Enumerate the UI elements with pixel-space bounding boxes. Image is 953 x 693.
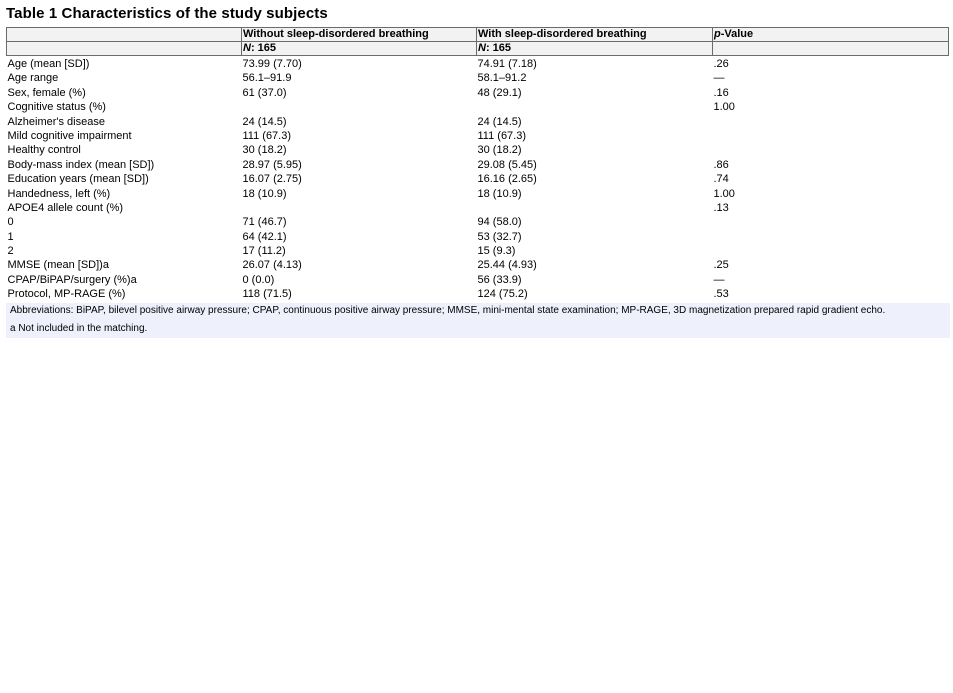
p-value (713, 230, 949, 244)
table-row (7, 273, 949, 287)
p-value (713, 215, 949, 229)
row-label: Age (mean [SD]) (7, 58, 90, 70)
row-label: 2 (7, 245, 14, 258)
with-sdb-value: 24 (14.5) (477, 115, 522, 128)
row-label: Handedness, left (%) (7, 187, 111, 200)
header-n-pvalue-blank (713, 42, 949, 56)
without-sdb-value: 118 (71.5) (242, 288, 292, 301)
n-italic: N (243, 42, 251, 54)
with-sdb-value: 53 (32.7) (477, 230, 522, 243)
with-sdb-value: 56 (33.9) (477, 273, 522, 286)
without-sdb-value: 16.07 (2.75) (242, 173, 302, 186)
header-row-groups (7, 28, 949, 42)
table-row (7, 158, 949, 172)
p-italic: p (714, 28, 721, 40)
p-value: .25 (713, 259, 729, 272)
row-label: Mild cognitive impairment (7, 129, 132, 142)
with-sdb-value: 16.16 (2.65) (477, 173, 537, 186)
without-sdb-value: 73.99 (7.70) (242, 58, 302, 70)
table-row (7, 258, 949, 272)
n-without-value: : 165 (250, 42, 277, 54)
header-p-value (713, 28, 949, 42)
without-sdb-value: 18 (10.9) (242, 187, 287, 200)
row-label: 0 (7, 216, 14, 229)
header-n-with (477, 42, 713, 56)
without-sdb-value (242, 201, 477, 215)
p-value: .26 (713, 58, 729, 70)
table-row (7, 56, 949, 72)
n-with-value: : 165 (485, 42, 512, 54)
with-sdb-value: 58.1–91.2 (477, 72, 527, 85)
with-sdb-value: 18 (10.9) (477, 187, 522, 200)
without-sdb-value: 30 (18.2) (242, 144, 287, 157)
without-sdb-value: 64 (42.1) (242, 230, 287, 243)
with-sdb-value (477, 201, 713, 215)
p-value (713, 244, 949, 258)
table-row (7, 287, 949, 301)
without-sdb-value: 61 (37.0) (242, 86, 287, 99)
with-sdb-value: 30 (18.2) (477, 144, 522, 157)
header-with-sdb: With sleep-disordered breathing (477, 28, 713, 42)
row-label: CPAP/BiPAP/surgery (%)a (7, 273, 137, 286)
table-row (7, 172, 949, 186)
p-value (713, 143, 949, 157)
p-value-label: -Value (720, 28, 754, 40)
row-label: Alzheimer's disease (7, 115, 105, 128)
row-label: Body-mass index (mean [SD]) (7, 158, 155, 171)
without-sdb-value: 17 (11.2) (242, 245, 286, 258)
row-label: MMSE (mean [SD])a (7, 259, 109, 272)
header-n-without (242, 42, 477, 56)
row-label: APOE4 allele count (%) (7, 201, 124, 214)
with-sdb-value: 111 (67.3) (477, 129, 527, 142)
table-row (7, 230, 949, 244)
p-value: 1.00 (713, 101, 735, 114)
header-without-sdb: Without sleep-disordered breathing (242, 28, 477, 42)
table-row (7, 143, 949, 157)
with-sdb-value: 124 (75.2) (477, 288, 528, 301)
p-value: .86 (713, 158, 729, 171)
with-sdb-value: 15 (9.3) (477, 245, 516, 258)
p-value: — (713, 72, 725, 85)
p-value: .13 (713, 201, 729, 214)
with-sdb-value (477, 100, 713, 114)
p-value: .74 (713, 173, 729, 186)
without-sdb-value: 28.97 (5.95) (242, 158, 302, 171)
row-label: Education years (mean [SD]) (7, 173, 149, 186)
p-value: .16 (713, 86, 729, 99)
table-footnotes (6, 303, 950, 338)
p-value (713, 129, 949, 143)
without-sdb-value: 71 (46.7) (242, 216, 287, 229)
document-body (6, 5, 948, 338)
p-value: — (713, 273, 725, 286)
table-body (7, 56, 949, 302)
table-row (7, 71, 949, 85)
footnote-a: a Not included in the matching. (10, 322, 148, 334)
p-value: 1.00 (713, 187, 735, 200)
with-sdb-value: 25.44 (4.93) (477, 259, 537, 272)
row-label: 1 (7, 230, 14, 243)
table-row (7, 86, 949, 100)
with-sdb-value: 48 (29.1) (477, 86, 522, 99)
characteristics-table (6, 27, 949, 302)
table-row (7, 100, 949, 114)
with-sdb-value: 94 (58.0) (477, 216, 522, 229)
row-label: Cognitive status (%) (7, 101, 106, 114)
without-sdb-value: 24 (14.5) (242, 115, 287, 128)
without-sdb-value: 26.07 (4.13) (242, 259, 302, 272)
row-label: Protocol, MP-RAGE (%) (7, 288, 126, 301)
row-label: Sex, female (%) (7, 86, 86, 99)
table-row (7, 201, 949, 215)
n-italic: N (478, 42, 486, 54)
table-row (7, 115, 949, 129)
p-value: .53 (713, 288, 729, 301)
table-row (7, 129, 949, 143)
without-sdb-value: 0 (0.0) (242, 273, 275, 286)
header-cell-blank (7, 28, 242, 42)
without-sdb-value: 56.1–91.9 (242, 72, 292, 85)
footnote-abbreviations: Abbreviations: BiPAP, bilevel positive airway pressure; CPAP, continuous positive airway pressure; MMSE, mini-mental state examination; MP-RAGE, 3D magnetization prepared rapid gradient echo. (10, 304, 886, 316)
with-sdb-value: 74.91 (7.18) (477, 58, 537, 70)
p-value (713, 115, 949, 129)
table-row (7, 187, 949, 201)
row-label: Age range (7, 72, 59, 85)
header-row-n (7, 42, 949, 56)
table-row (7, 215, 949, 229)
without-sdb-value: 111 (67.3) (242, 129, 292, 142)
with-sdb-value: 29.08 (5.45) (477, 158, 537, 171)
without-sdb-value (242, 100, 477, 114)
table-title: Table 1 Characteristics of the study subjects (6, 5, 328, 22)
row-label: Healthy control (7, 144, 81, 157)
table-row (7, 244, 949, 258)
header-n-blank (7, 42, 242, 56)
